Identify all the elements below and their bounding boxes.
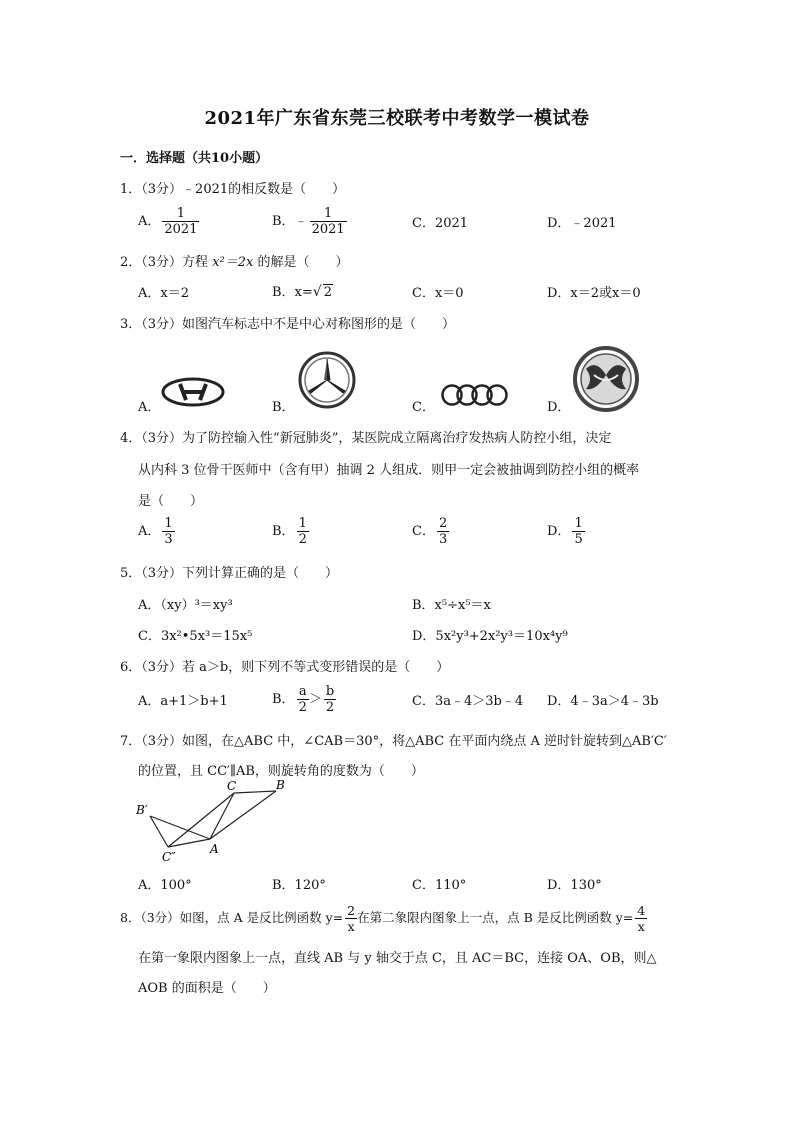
q3-option-a: A． (138, 400, 161, 415)
section-heading: 一．选择题（共10小题） (120, 151, 269, 166)
q6-option-c: C．3a﹣4＞3b﹣4 (412, 694, 524, 709)
q4-option-b: B． $\frac{1}{2}$ (272, 516, 307, 547)
question-8-line-3: AOB 的面积是（ ） (138, 981, 276, 996)
label-b-prime: B′ (136, 803, 148, 817)
question-2-stem: 2．（3分）方程 x²＝2x 的解是（ ） (120, 255, 349, 270)
question-8-line-1: 8．（3分）如图，点 A 是反比例函数 y= $\frac{2}{x}$ 在第二象限内图象上一点，点 B 是反比例函数 y= $\frac{4}{x}$ (120, 903, 646, 934)
audi-logo-icon (440, 381, 510, 409)
q3-option-b: B． (272, 400, 295, 415)
question-7-line-1: 7．（3分）如图，在△ABC 中，∠CAB＝30°，将△ABC 在平面内绕点 A 逆时针旋转到△AB′C′ (120, 734, 667, 749)
q4-option-a: A． $\frac{1}{3}$ (138, 516, 173, 547)
mercedes-logo-icon (297, 350, 357, 410)
q4-option-c: C． $\frac{2}{3}$ (412, 516, 448, 547)
label-b: B (276, 778, 285, 792)
question-1-stem: 1．（3分）﹣2021的相反数是（ ） (120, 182, 346, 197)
q2-option-b: B．x=√ 2 (272, 284, 332, 300)
q7-option-c: C．110° (412, 878, 467, 893)
q1-option-a: A． $\frac{1}{2021}$ (138, 206, 198, 237)
q4-option-d: D． $\frac{1}{5}$ (547, 516, 583, 547)
label-a: A (210, 842, 219, 856)
q3-option-c: C． (412, 400, 435, 415)
page-title: 2021年广东省东莞三校联考中考数学一模试卷 (204, 108, 590, 129)
question-3-stem: 3．（3分）如图汽车标志中不是中心对称图形的是（ ） (120, 317, 456, 332)
q2-option-c: C．x＝0 (412, 286, 464, 301)
triangle-rotation-figure (130, 778, 300, 868)
q5-option-a: A．（xy）³＝xy³ (138, 598, 233, 613)
q6-option-d: D．4﹣3a＞4﹣3b (547, 694, 659, 709)
q2-option-d: D．x＝2或x＝0 (547, 286, 641, 301)
q5-option-d: D．5x²y³+2x²y³＝10x⁴y⁹ (412, 629, 568, 644)
q7-option-a: A．100° (138, 878, 192, 893)
q6-option-a: A．a+1＞b+1 (138, 694, 228, 709)
question-4-line-1: 4．（3分）为了防控输入性“新冠肺炎”，某医院成立隔离治疗发热病人防控小组，决定 (120, 431, 612, 446)
question-4-line-2: 从内科 3 位骨干医师中（含有甲）抽调 2 人组成．则甲一定会被抽调到防控小组的概率 (138, 463, 640, 478)
q1-option-d: D．﹣2021 (547, 216, 617, 231)
q1-option-b: B．﹣ $\frac{1}{2021}$ (272, 206, 345, 237)
q7-option-b: B．120° (272, 878, 326, 893)
label-c-prime: C″ (162, 850, 176, 864)
question-8-line-2: 在第一象限内图象上一点，直线 AB 与 y 轴交于点 C，且 AC＝BC，连接 OA、OB，则△ (138, 951, 657, 966)
q3-option-d: D． (547, 400, 571, 415)
question-4-line-3: 是（ ） (138, 494, 204, 509)
hyundai-logo-icon (160, 375, 226, 409)
question-5-stem: 5．（3分）下列计算正确的是（ ） (120, 566, 339, 581)
q2-option-a: A．x＝2 (138, 286, 189, 301)
question-6-stem: 6．（3分）若 a＞b，则下列不等式变形错误的是（ ） (120, 660, 450, 675)
q5-option-b: B．x⁵÷x⁵＝x (412, 598, 491, 613)
q6-option-b: B． $\frac{a}{2}$ ＞ $\frac{b}{2}$ (272, 684, 335, 715)
q1-option-c: C．2021 (412, 216, 469, 231)
dongfeng-logo-icon (572, 345, 640, 413)
question-7-line-2: 的位置，且 CC′∥AB，则旋转角的度数为（ ） (138, 764, 424, 779)
q5-option-c: C．3x²•5x³＝15x⁵ (138, 629, 253, 644)
label-c: C (227, 779, 237, 793)
q7-option-d: D．130° (547, 878, 602, 893)
